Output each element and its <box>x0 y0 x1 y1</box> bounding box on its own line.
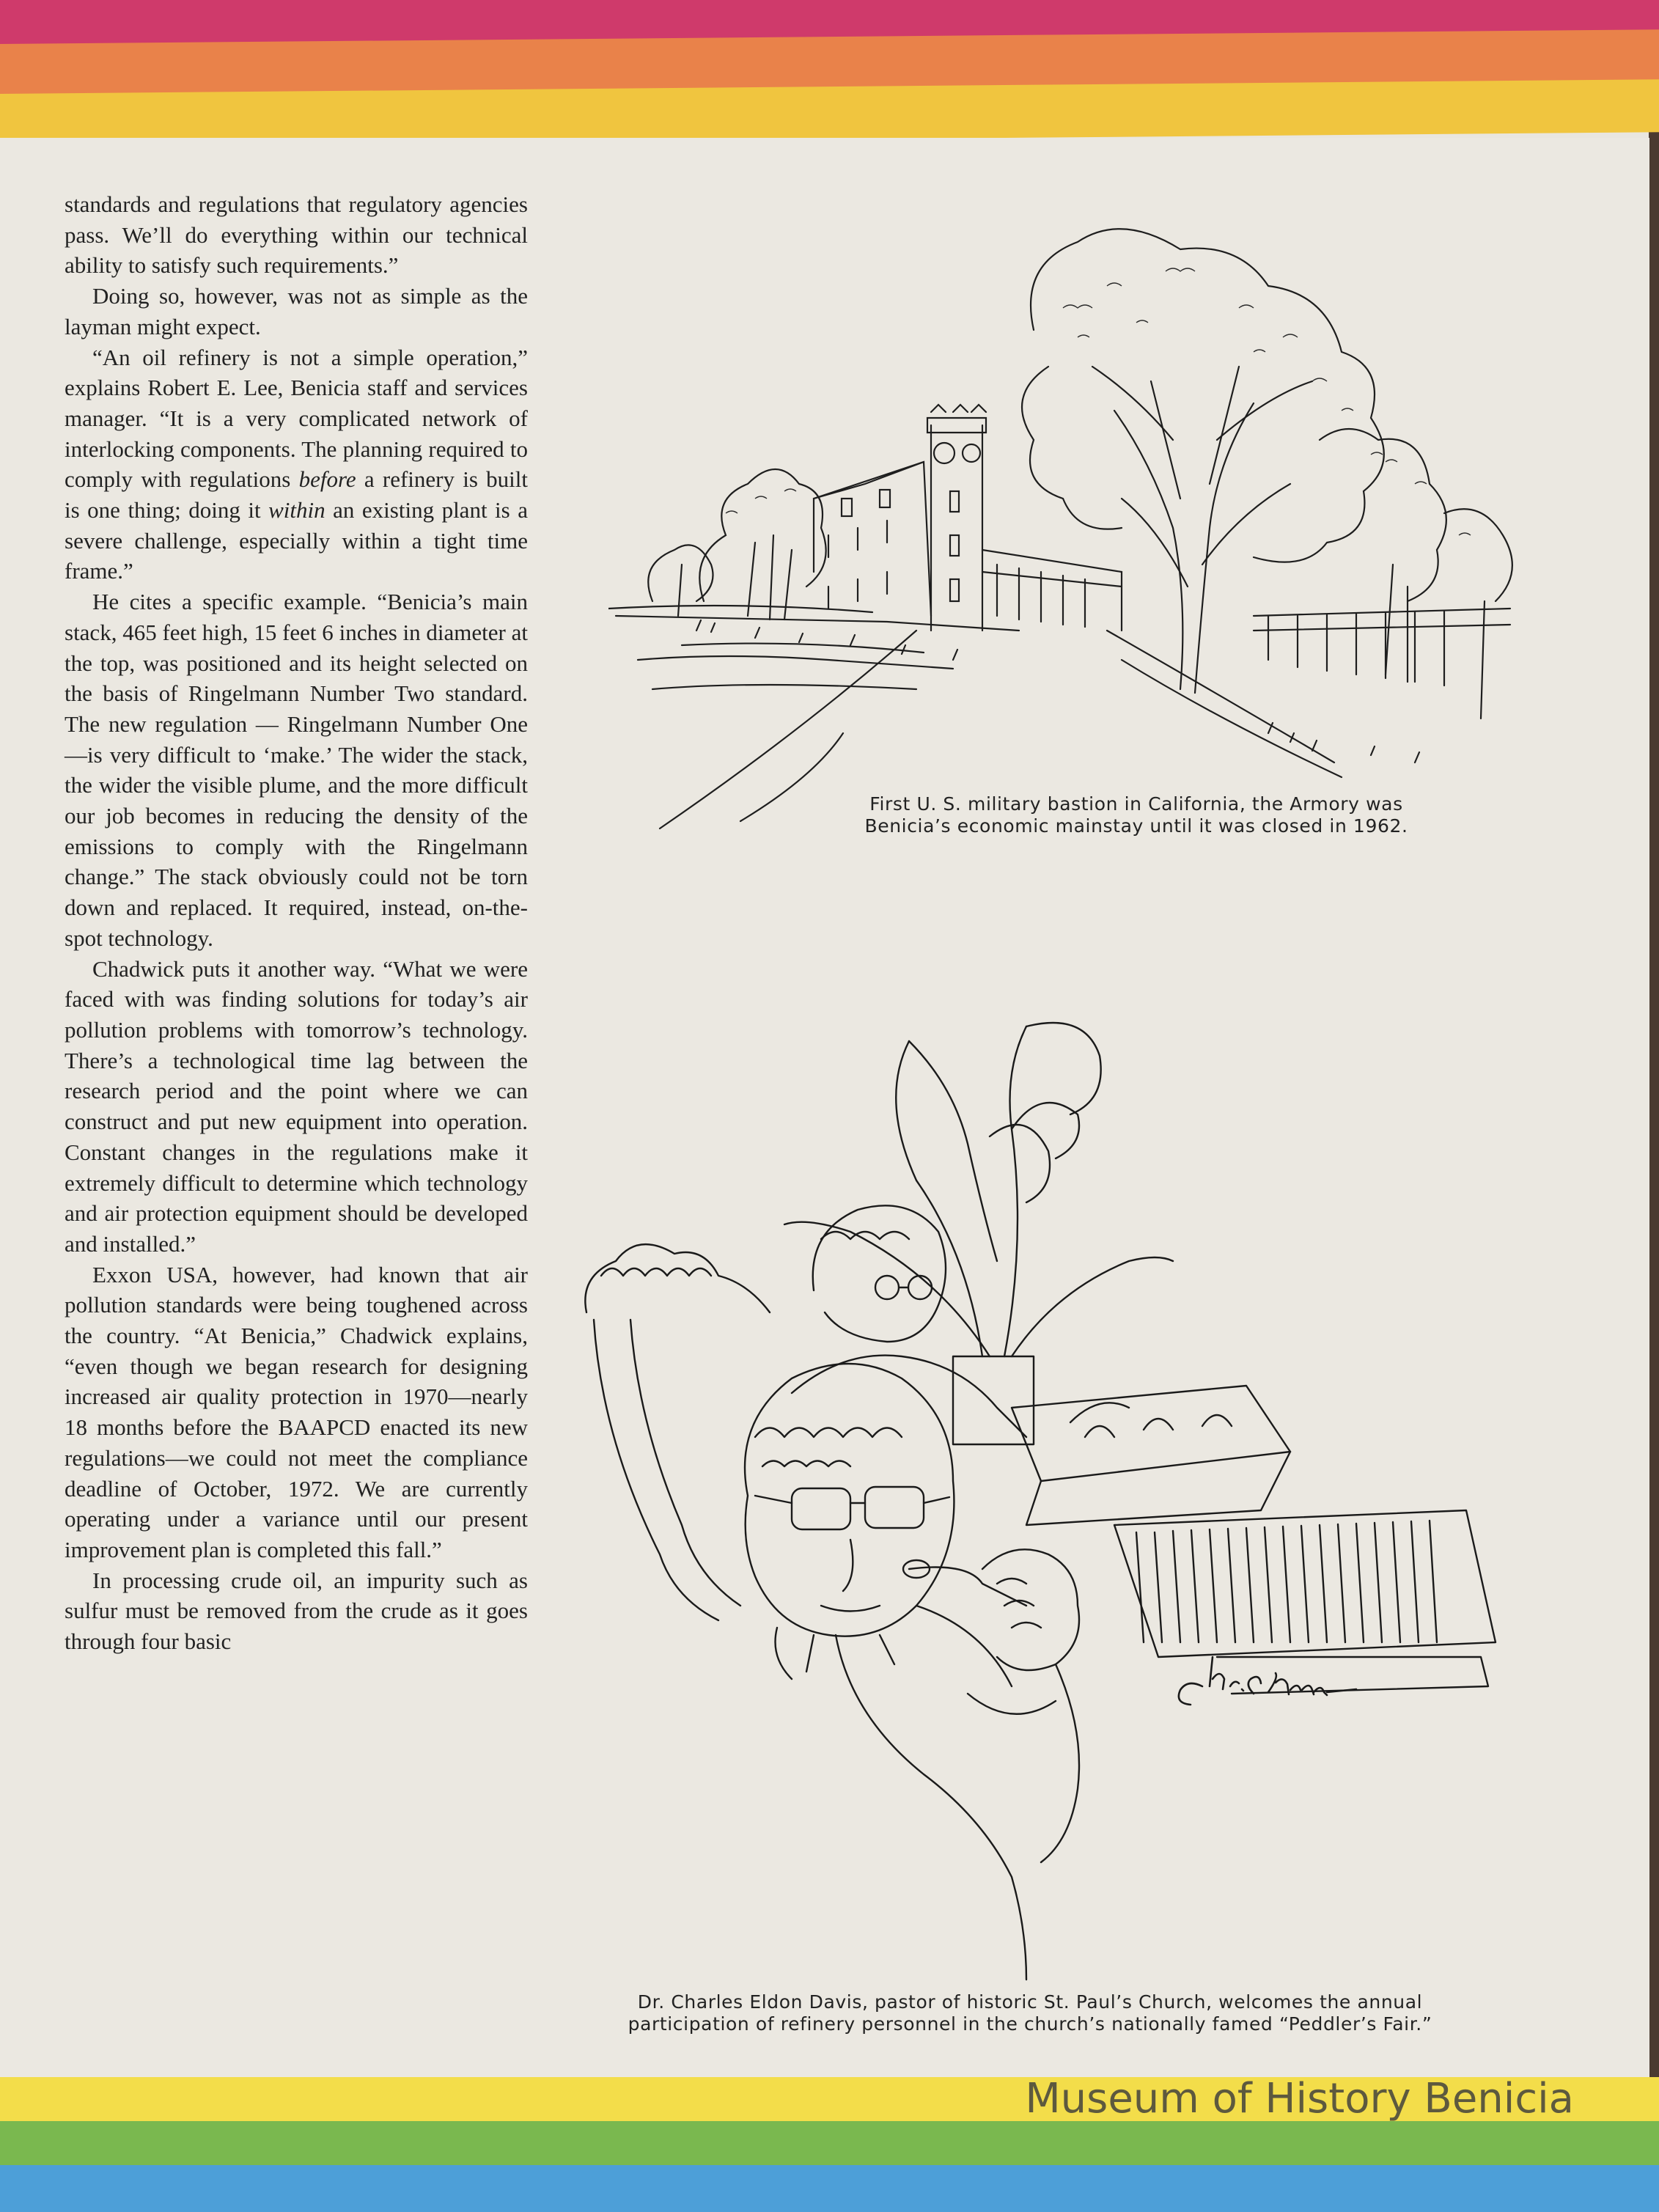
article-paragraph: Exxon USA, however, had known that air pollution standards were being toughened across the country. “At Benicia,” Chadwick explains, “even though we began research for designing increased air quality protection in 1970—nearly 18 months before the BAAPCD enacted its new regulations—we could not meet the compliance deadline of October, 1972. We are currently operating under a variance until our present improvement plan is completed this fall.” <box>65 1261 528 1562</box>
article-paragraph: standards and regulations that regulatory agencies pass. We’ll do everything within our technical ability to satisfy such requirements.” <box>65 191 528 279</box>
pastor-caption-line1: Dr. Charles Eldon Davis, pastor of historic St. Paul’s Church, welcomes the annual <box>637 1991 1423 2013</box>
pastor-caption <box>579 1991 1481 2035</box>
armory-caption <box>821 793 1452 837</box>
museum-watermark: Museum of History Benicia <box>1025 2075 1574 2123</box>
armory-illustration <box>608 220 1547 843</box>
pastor-illustration <box>572 997 1510 1994</box>
article-paragraph: Doing so, however, was not as simple as the layman might expect. <box>65 283 528 339</box>
article-paragraph: He cites a specific example. “Benicia’s main stack, 465 feet high, 15 feet 6 inches in diameter at the top, was positioned and its height selected on the basis of Ringelmann Number Two standard. The new regulation — Ringelmann Number One—is very difficult to ‘make.’ The wider the stack, the wider the visible plume, and the more difficult our job becomes in reducing the density of the emissions to comply with the Ringelmann change.” The stack obviously could not be torn down and replaced. It required, instead, on-the-spot technology. <box>65 589 528 951</box>
article-paragraph: Chadwick puts it another way. “What we were faced with was finding solutions for today’s air pollution problems with tomorrow’s technology. There’s a technological time lag between the research period and the point where we can construct and put new equipment into operation. Constant changes in the regulations make it extremely difficult to determine which technology and air protection equipment should be developed and installed.” <box>65 955 528 1257</box>
armory-caption-line2: Benicia’s economic mainstay until it was closed in 1962. <box>864 815 1408 837</box>
armory-caption-line1: First U. S. military bastion in California, the Armory was <box>869 793 1403 815</box>
bottom-stripe-blue <box>0 2165 1659 2212</box>
pastor-caption-line2: participation of refinery personnel in the church’s nationally famed “Peddler’s Fair.” <box>628 2013 1432 2035</box>
bottom-stripe-green <box>0 2121 1659 2167</box>
background-edge <box>1649 0 1659 2212</box>
article-text-column <box>65 189 528 1657</box>
article-paragraph: In processing crude oil, an impurity such as sulfur must be removed from the crude as it goes through four basic <box>65 1567 528 1655</box>
article-paragraph: “An oil refinery is not a simple operation,” explains Robert E. Lee, Benicia staff and services manager. “It is a very complicated network of interlocking components. The planning required to comply with regulations before a refinery is built is one thing; doing it within an existing plant is a severe challenge, especially within a tight time frame.” <box>65 344 528 584</box>
